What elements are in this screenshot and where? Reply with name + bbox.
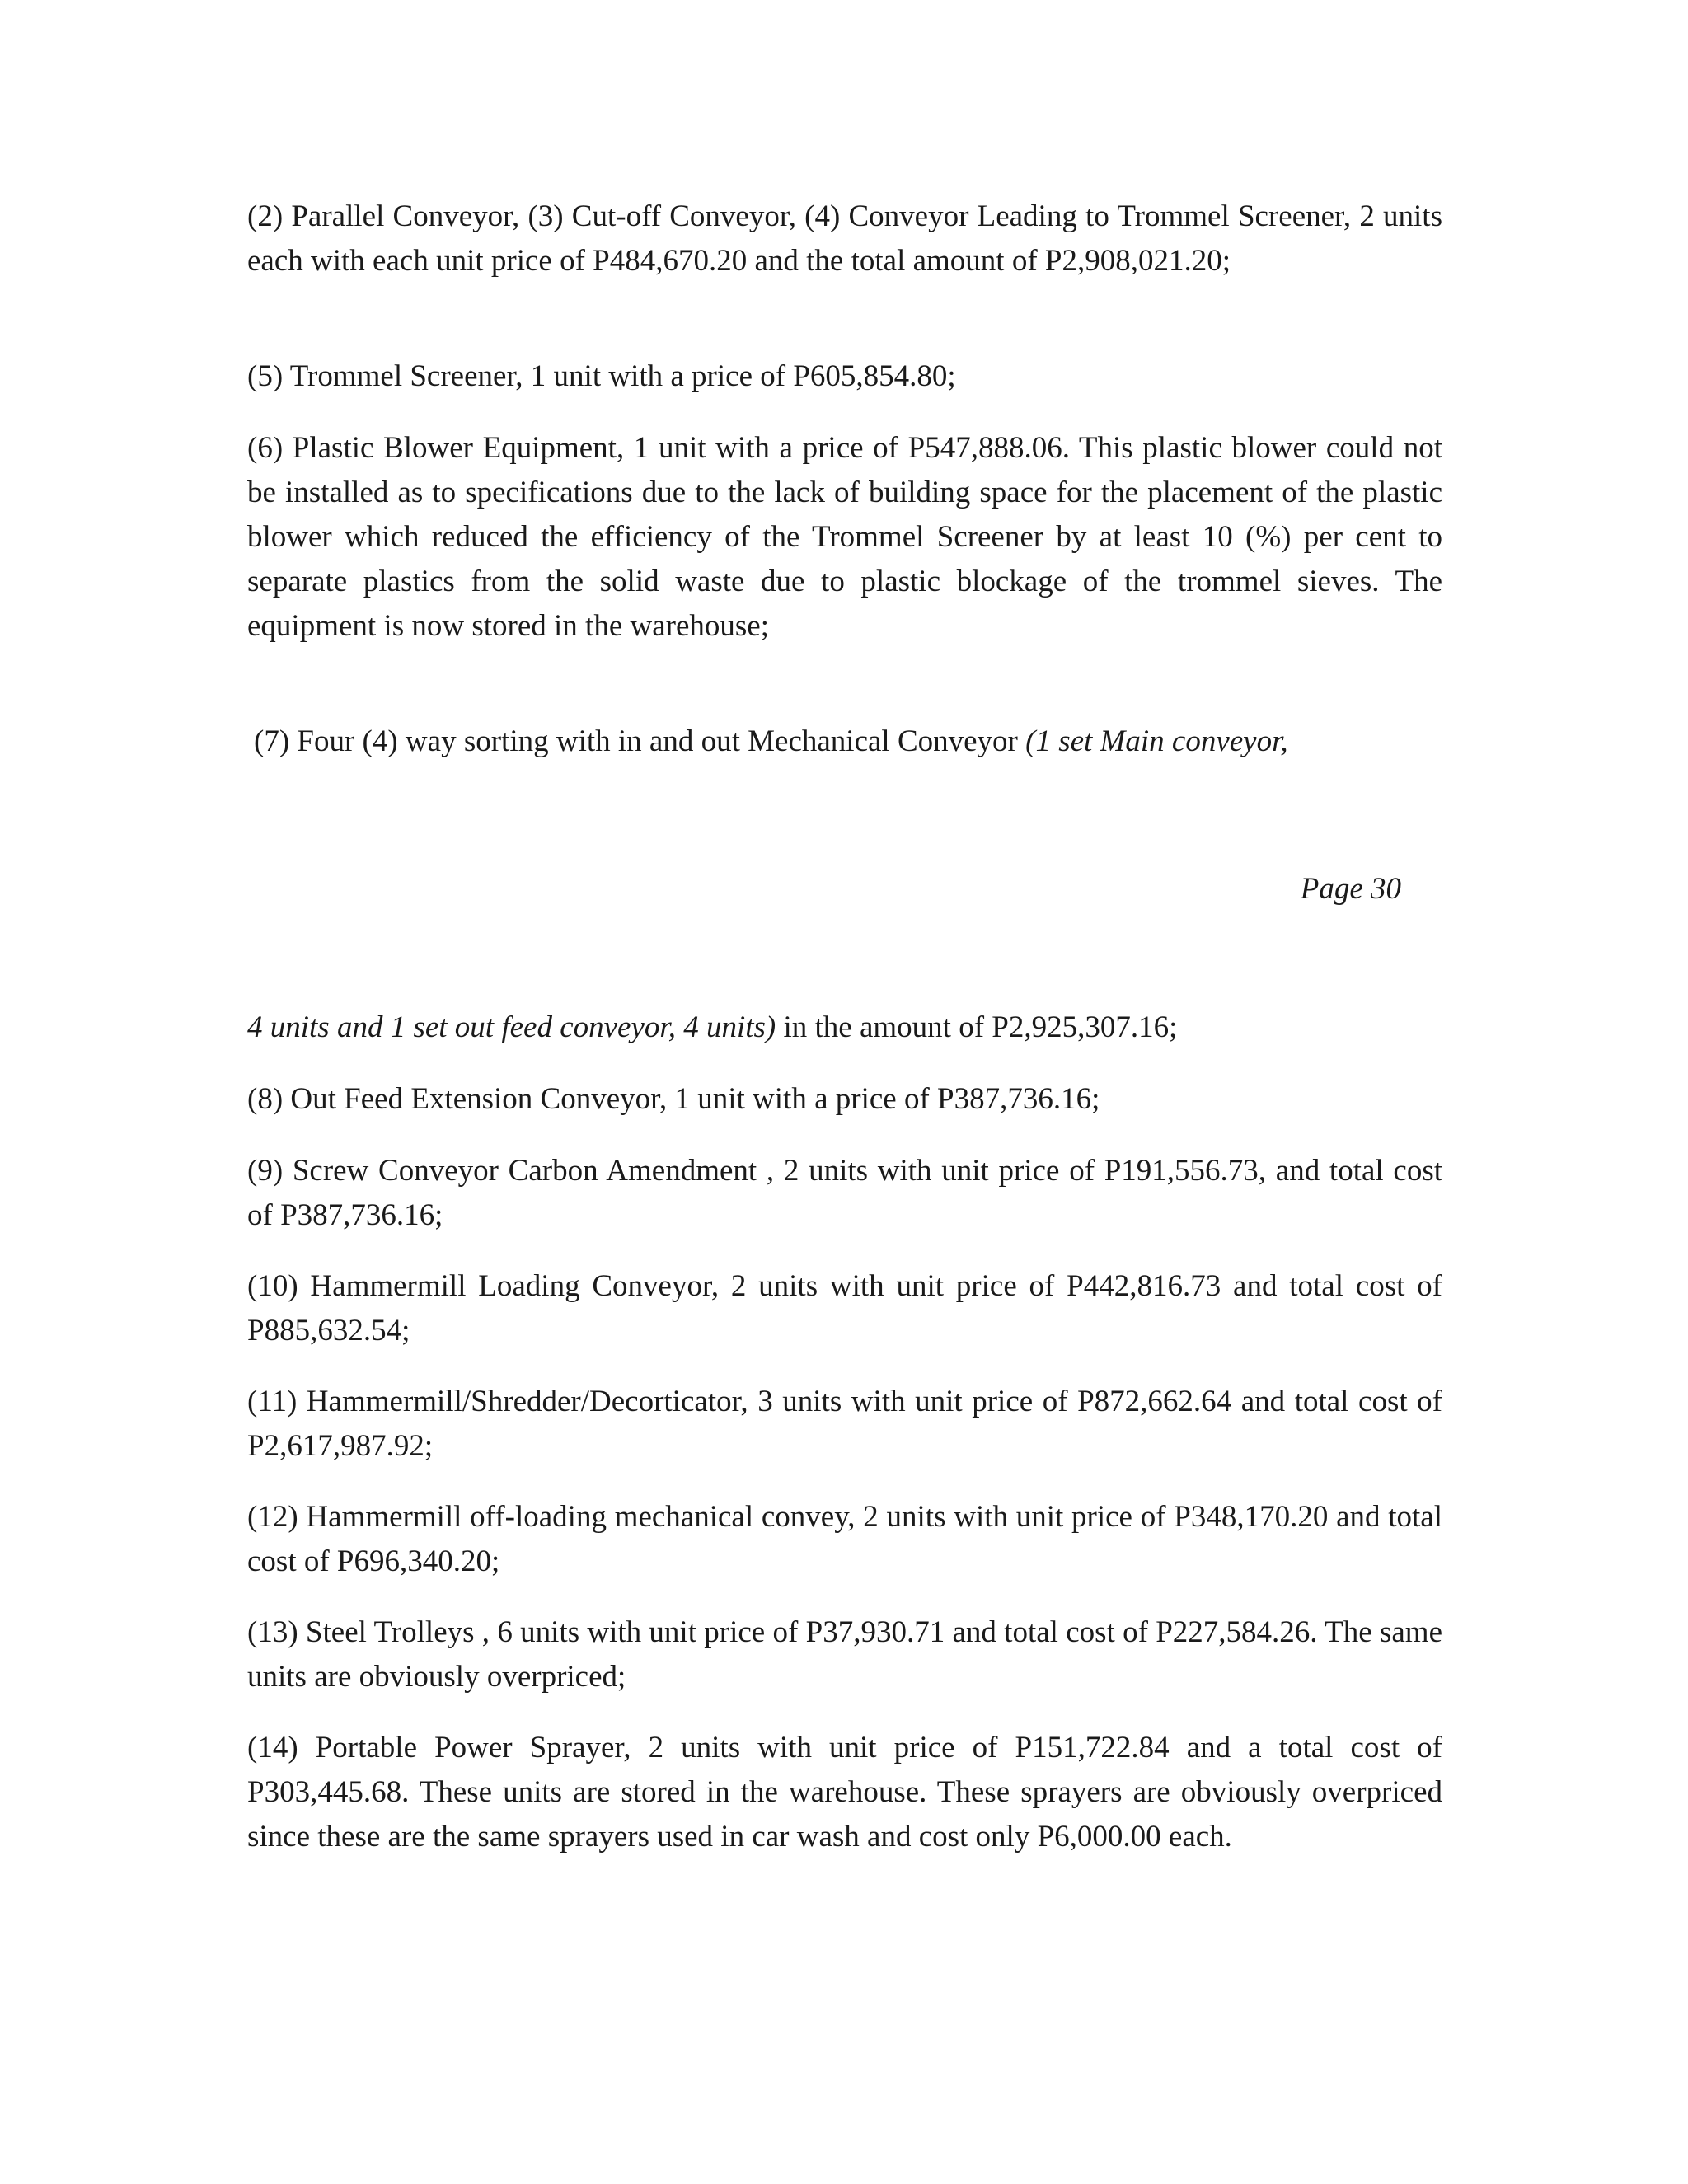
paragraph-item-6: (6) Plastic Blower Equipment, 1 unit with a price of P547,888.06. This plastic blower could not be installed as to specifications due to the lack of building space for the placement of the plastic blower which reduced the efficiency of the Trommel Screener by at least 10 (%) per cent to separate plastics from the solid waste due to plastic blockage of the trommel sieves. The equipment is now stored in the warehouse; xyxy=(247,431,1442,643)
item-7-cont-italic: 4 units and 1 set out feed conveyor, 4 units) xyxy=(247,1010,776,1044)
paragraph-item-9: (9) Screw Conveyor Carbon Amendment , 2 units with unit price of P191,556.73, and total cost of P387,736.16; xyxy=(247,1154,1442,1232)
paragraph-item-12: (12) Hammermill off-loading mechanical convey, 2 units with unit price of P348,170.20 and total cost of P696,340.20; xyxy=(247,1500,1442,1578)
item-7-start-text: (7) Four (4) way sorting with in and out Mechanical Conveyor xyxy=(254,724,1026,758)
paragraph-item-7-start xyxy=(254,719,1449,764)
paragraph-item-7-continued xyxy=(247,1005,1442,1050)
page-number: Page 30 xyxy=(1300,872,1401,906)
item-7-cont-text: in the amount of P2,925,307.16; xyxy=(776,1010,1178,1044)
item-7-start-italic: (1 set Main conveyor, xyxy=(1025,724,1288,758)
paragraph-item-8: (8) Out Feed Extension Conveyor, 1 unit with a price of P387,736.16; xyxy=(247,1082,1100,1116)
paragraph-item-13: (13) Steel Trolleys , 6 units with unit price of P37,930.71 and total cost of P227,584.26. The same units are obviously overpriced; xyxy=(247,1615,1442,1694)
paragraph-item-5: (5) Trommel Screener, 1 unit with a price of P605,854.80; xyxy=(247,359,956,393)
paragraph-items-2-4: (2) Parallel Conveyor, (3) Cut-off Conveyor, (4) Conveyor Leading to Trommel Screener, 2 units each with each unit price of P484,670.20 and the total amount of P2,908,021.20; xyxy=(247,199,1442,278)
paragraph-item-11: (11) Hammermill/Shredder/Decorticator, 3 units with unit price of P872,662.64 and total cost of P2,617,987.92; xyxy=(247,1385,1442,1463)
paragraph-item-14: (14) Portable Power Sprayer, 2 units with unit price of P151,722.84 and a total cost of P303,445.68. These units are stored in the warehouse. These sprayers are obviously overpriced since these are the same sprayers used in car wash and cost only P6,000.00 each. xyxy=(247,1731,1442,1854)
paragraph-item-10: (10) Hammermill Loading Conveyor, 2 units with unit price of P442,816.73 and total cost of P885,632.54; xyxy=(247,1269,1442,1347)
